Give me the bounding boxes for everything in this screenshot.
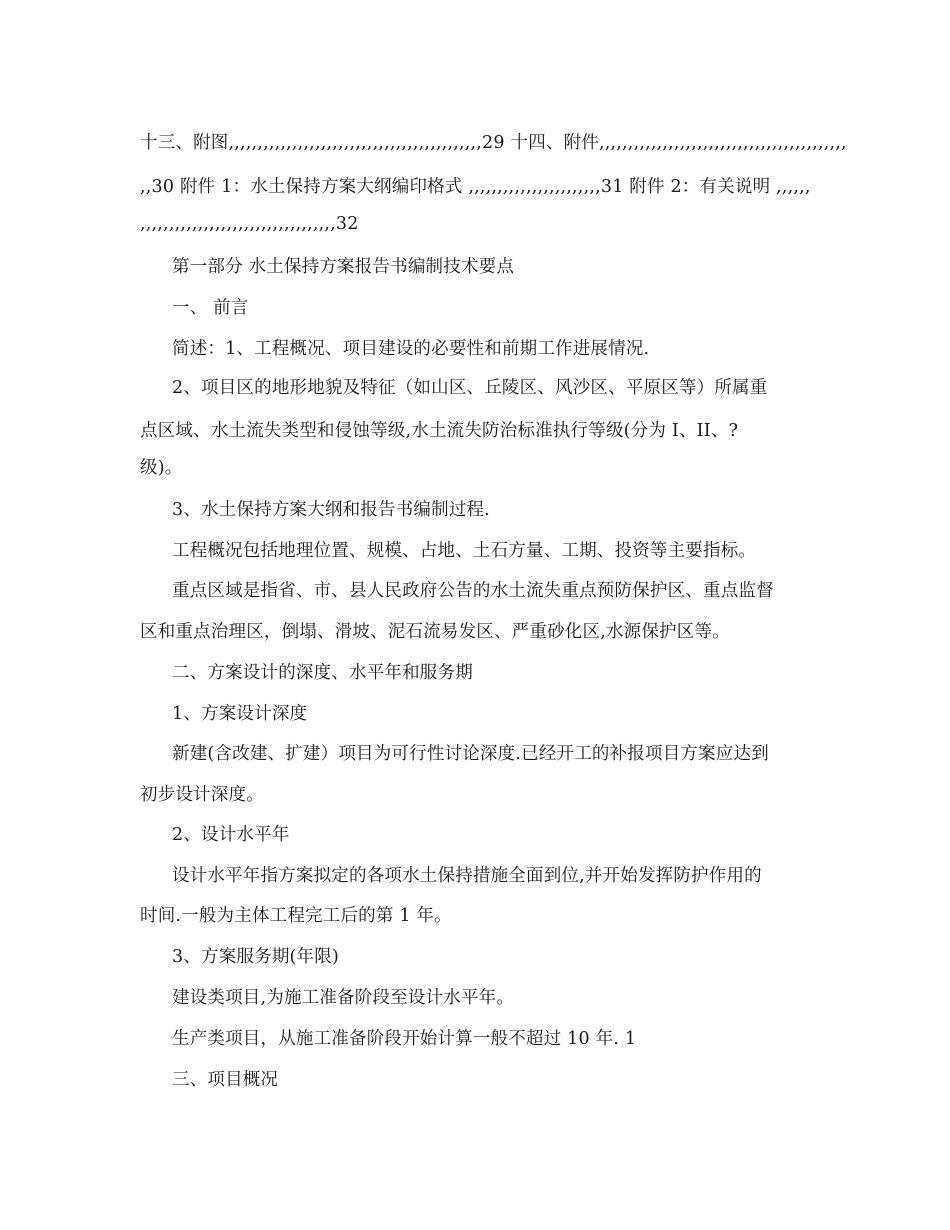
paragraph-summary-3: 3、水土保持方案大纲和报告书编制过程. [172, 500, 490, 520]
paragraph-summary-2-line-2: 点区域、水土流失类型和侵蚀等级,水土流失防治标准执行等级(分为 I、II、? [140, 421, 739, 441]
toc-line-1: 十三、附图,,,,,,,,,,,,,,,,,,,,,,,,,,,,,,,,,,,,,,,,,,,,29 十四、附件,,,,,,,,,,,,,,,,,,,,,,,,,,,,,,,,,,,,,,,,,,, [140, 133, 847, 153]
section-heading-design-depth: 二、方案设计的深度、水平年和服务期 [172, 663, 473, 683]
paragraph-service-period-production: 生产类项目，从施工准备阶段开始计算一般不超过 10 年. 1 [172, 1029, 637, 1049]
paragraph-service-period-construction: 建设类项目,为施工准备阶段至设计水平年。 [172, 988, 515, 1008]
subheading-service-period: 3、方案服务期(年限) [172, 947, 339, 967]
paragraph-key-area-line-2: 区和重点治理区，倒塌、滑坡、泥石流易发区、严重砂化区,水源保护区等。 [140, 622, 730, 642]
paragraph-summary-2-line-3: 级)。 [140, 458, 183, 478]
paragraph-design-year-line-2: 时间.一般为主体工程完工后的第 1 年。 [140, 906, 452, 926]
toc-line-2: ,,30 附件 1：水土保持方案大纲编印格式 ,,,,,,,,,,,,,,,,,,,,,,,31 附件 2：有关说明 ,,,,,, [140, 177, 811, 197]
paragraph-overview-note: 工程概况包括地理位置、规模、占地、土石方量、工期、投资等主要指标。 [172, 541, 757, 561]
paragraph-design-year-line-1: 设计水平年指方案拟定的各项水土保持措施全面到位,并开始发挥防护作用的 [172, 866, 762, 886]
section-heading-project-overview: 三、项目概况 [172, 1070, 279, 1090]
paragraph-summary-1: 简述：1、工程概况、项目建设的必要性和前期工作进展情况. [172, 339, 650, 359]
paragraph-summary-2-line-1: 2、项目区的地形地貌及特征（如山区、丘陵区、风沙区、平原区等）所属重 [172, 378, 768, 398]
subheading-design-depth: 1、方案设计深度 [172, 704, 308, 724]
part-title: 第一部分 水土保持方案报告书编制技术要点 [172, 257, 515, 277]
paragraph-design-depth-line-2: 初步设计深度。 [140, 785, 264, 805]
paragraph-design-depth-line-1: 新建(含改建、扩建）项目为可行性讨论深度.已经开工的补报项目方案应达到 [172, 744, 769, 764]
toc-line-3: ,,,,,,,,,,,,,,,,,,,,,,,,,,,,,,,,,,32 [140, 214, 359, 234]
section-heading-preface: 一、 前言 [172, 298, 249, 318]
subheading-design-year: 2、设计水平年 [172, 825, 290, 845]
paragraph-key-area-line-1: 重点区域是指省、市、县人民政府公告的水土流失重点预防保护区、重点监督 [172, 581, 774, 601]
